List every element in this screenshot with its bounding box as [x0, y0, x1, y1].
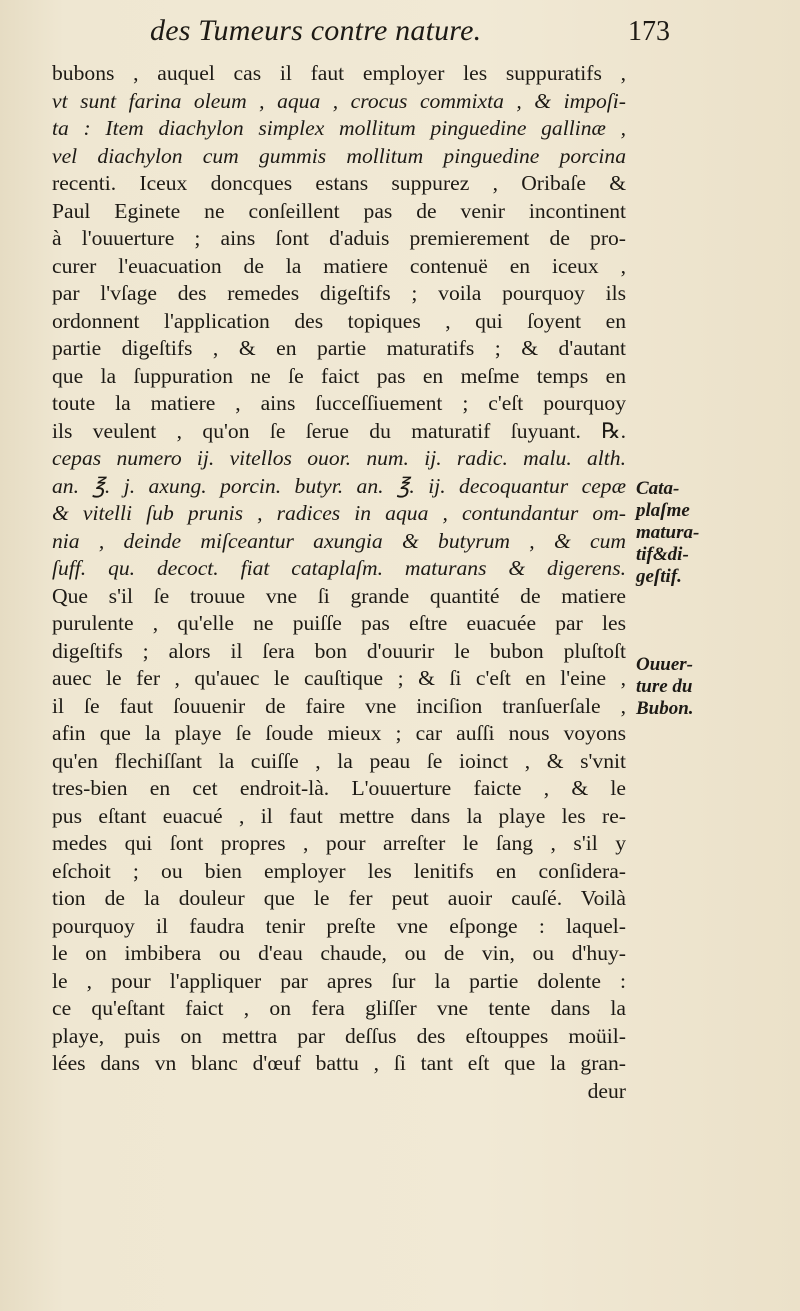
page-number: 173 [628, 16, 670, 47]
page-header [150, 14, 670, 58]
text-line: vt sunt farina oleum , aqua , crocus commixta , & impoſi- [52, 88, 626, 113]
text-line: pus eſtant euacué , il faut mettre dans la playe les re- [52, 803, 626, 828]
text-line: & vitelli ſub prunis , radices in aqua , contundantur om- [52, 501, 626, 525]
margin-note-line: Cata- [636, 478, 680, 499]
text-line: cepas numero ij. vitellos ouor. num. ij. radic. malu. alth. [52, 446, 626, 470]
text-line: il ſe faut ſouuenir de faire vne inciſion tranſuerſale , [52, 693, 626, 718]
text-line: tion de la douleur que le fer peut auoir cauſé. Voilà [52, 886, 626, 910]
text-line: nia , deinde miſceantur axungia & butyrum , & cum [52, 528, 626, 553]
text-line: ta : Item diachylon simplex mollitum pinguedine gallinæ , [52, 116, 626, 140]
text-line: par l'vſage des remedes digeſtifs ; voila pourquoy ils [52, 281, 626, 305]
margin-note-cataplasme [636, 478, 726, 588]
text-line: medes qui ſont propres , pour arreſter le ſang , s'il y [52, 831, 626, 855]
text-line: que la ſuppuration ne ſe faict pas en meſme temps en [52, 363, 626, 388]
text-line: recenti. Iceux doncques estans suppurez , Oribaſe & [52, 171, 626, 195]
text-line: Paul Eginete ne conſeillent pas de venir incontinent [52, 198, 626, 223]
text-line: lées dans vn blanc d'œuf battu , ſi tant eſt que la gran- [52, 1051, 626, 1075]
text-line: le , pour l'appliquer par apres ſur la partie dolente : [52, 968, 626, 993]
text-line: auec le fer , qu'auec le cauſtique ; & ſi c'eſt en l'eine , [52, 666, 626, 690]
text-line: afin que la playe ſe ſoude mieux ; car auſſi nous voyons [52, 721, 626, 745]
text-line: tres-bien en cet endroit-là. L'ouuerture faicte , & le [52, 776, 626, 800]
margin-note-line: ture du [636, 676, 693, 697]
text-line: purulente , qu'elle ne puiſſe pas eſtre euacuée par les [52, 611, 626, 635]
text-line: Que s'il ſe trouue vne ſi grande quantité de matiere [52, 583, 626, 608]
text-line: curer l'euacuation de la matiere contenuë en iceux , [52, 253, 626, 278]
text-line: toute la matiere , ains ſucceſſiuement ; c'eſt pourquoy [52, 391, 626, 415]
margin-note-line: tif&di- [636, 544, 689, 565]
text-line: ce qu'eſtant faict , on fera gliſſer vne tente dans la [52, 996, 626, 1020]
text-line: eſchoit ; ou bien employer les lenitifs en conſidera- [52, 858, 626, 883]
margin-note-line: plaſme [636, 500, 690, 521]
text-line: deur [587, 1078, 626, 1103]
text-line: ſuff. qu. decoct. fiat cataplaſm. maturans & digerens. [52, 556, 626, 580]
text-line: pourquoy il faudra tenir preſte vne eſponge : laquel- [52, 913, 626, 938]
body-text [52, 60, 626, 1105]
text-line: à l'ouuerture ; ains ſont d'aduis premierement de pro- [52, 226, 626, 250]
margin-note-line: matura- [636, 522, 700, 543]
text-line: le on imbibera ou d'eau chaude, ou de vin, ou d'huy- [52, 941, 626, 965]
text-line: ils veulent , qu'on ſe ſerue du maturatif ſuyuant. ℞. [52, 418, 626, 443]
text-line: bubons , auquel cas il faut employer les suppuratifs , [52, 61, 626, 85]
text-line: playe, puis on mettra par deſſus des eſtouppes moüil- [52, 1023, 626, 1048]
text-line: ordonnent l'application des topiques , qui ſoyent en [52, 308, 626, 333]
running-title: des Tumeurs contre nature. [150, 14, 482, 47]
text-line: digeſtifs ; alors il ſera bon d'ouurir le bubon pluſtoſt [52, 638, 626, 663]
text-line: qu'en flechiſſant la cuiſſe , la peau ſe ioinct , & s'vnit [52, 748, 626, 773]
margin-note-line: geſtif. [636, 566, 682, 587]
margin-note-ouverture [636, 654, 726, 720]
text-line: vel diachylon cum gummis mollitum pinguedine porcina [52, 143, 626, 168]
margin-note-line: Bubon. [636, 698, 694, 719]
text-line: partie digeſtifs , & en partie maturatifs ; & d'autant [52, 336, 626, 360]
text-line: an. ℥. j. axung. porcin. butyr. an. ℥. ij. decoquantur cepæ [52, 473, 626, 498]
margin-note-line: Ouuer- [636, 654, 694, 675]
